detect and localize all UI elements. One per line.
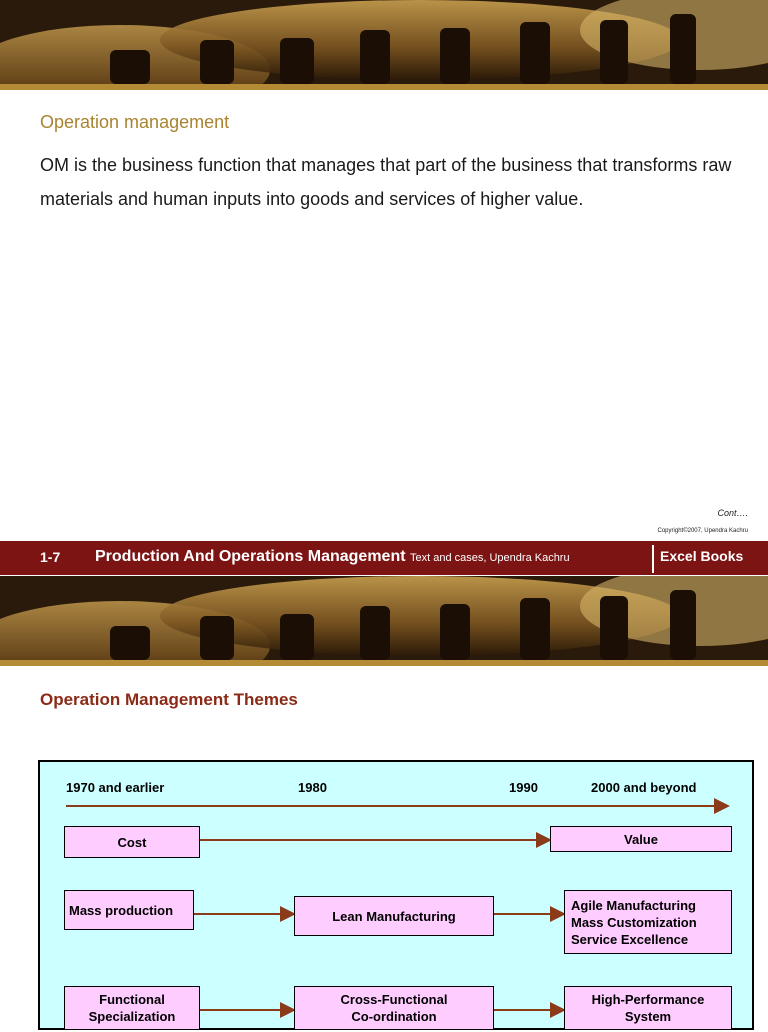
slide-footer <box>0 541 768 575</box>
year-label: 1970 and earlier <box>66 780 165 795</box>
year-label: 2000 and beyond <box>591 780 697 795</box>
book-title-main: Production And Operations Management <box>95 548 406 565</box>
footer-divider <box>652 545 654 573</box>
agile-box <box>564 890 732 954</box>
high-performance-box <box>564 986 732 1030</box>
year-label: 1990 <box>509 780 538 795</box>
slide-title: Operation Management Themes <box>40 690 298 709</box>
gears-image <box>0 0 768 90</box>
value-label: Value <box>624 831 658 847</box>
functional-label: Functional <box>99 992 165 1007</box>
year-label: 1980 <box>298 780 327 795</box>
high-performance-label: High-Performance <box>591 992 705 1007</box>
service-excellence-label: Service Excellence <box>571 931 689 947</box>
gear-banner-second <box>0 576 768 666</box>
mass-customization-label: Mass Customization <box>571 914 697 930</box>
mass-production-box <box>64 890 194 930</box>
specialization-label: Specialization <box>88 1009 176 1024</box>
gear-banner-top <box>0 0 768 90</box>
mass-production-label: Mass production <box>69 902 174 918</box>
lean-manufacturing-box <box>294 896 494 936</box>
copyright-text: Copyright©2007, Upendra Kachru <box>657 528 748 534</box>
functional-specialization-box <box>64 986 200 1030</box>
cost-label: Cost <box>117 834 147 850</box>
book-title <box>95 548 570 566</box>
coordination-label: Co-ordination <box>351 1009 437 1024</box>
system-label: System <box>624 1009 672 1024</box>
slide-number: 1-7 <box>40 549 61 565</box>
slide-title: Operation management <box>40 112 230 132</box>
definition-text: OM is the business function that manages that part of the business that transforms raw materials and human inputs into goods and services of higher value. <box>40 155 732 209</box>
cost-box <box>64 826 200 858</box>
themes-diagram <box>38 760 754 1030</box>
publisher-name: Excel Books <box>660 548 744 564</box>
book-subtitle: Text and cases, Upendra Kachru <box>410 552 570 564</box>
gears-image <box>0 576 768 666</box>
continued-label: Cont…. <box>717 508 748 518</box>
cross-functional-label: Cross-Functional <box>340 992 448 1007</box>
value-box <box>550 826 732 852</box>
cross-functional-box <box>294 986 494 1030</box>
lean-manufacturing-label: Lean Manufacturing <box>332 908 456 924</box>
agile-manufacturing-label: Agile Manufacturing <box>571 897 696 913</box>
